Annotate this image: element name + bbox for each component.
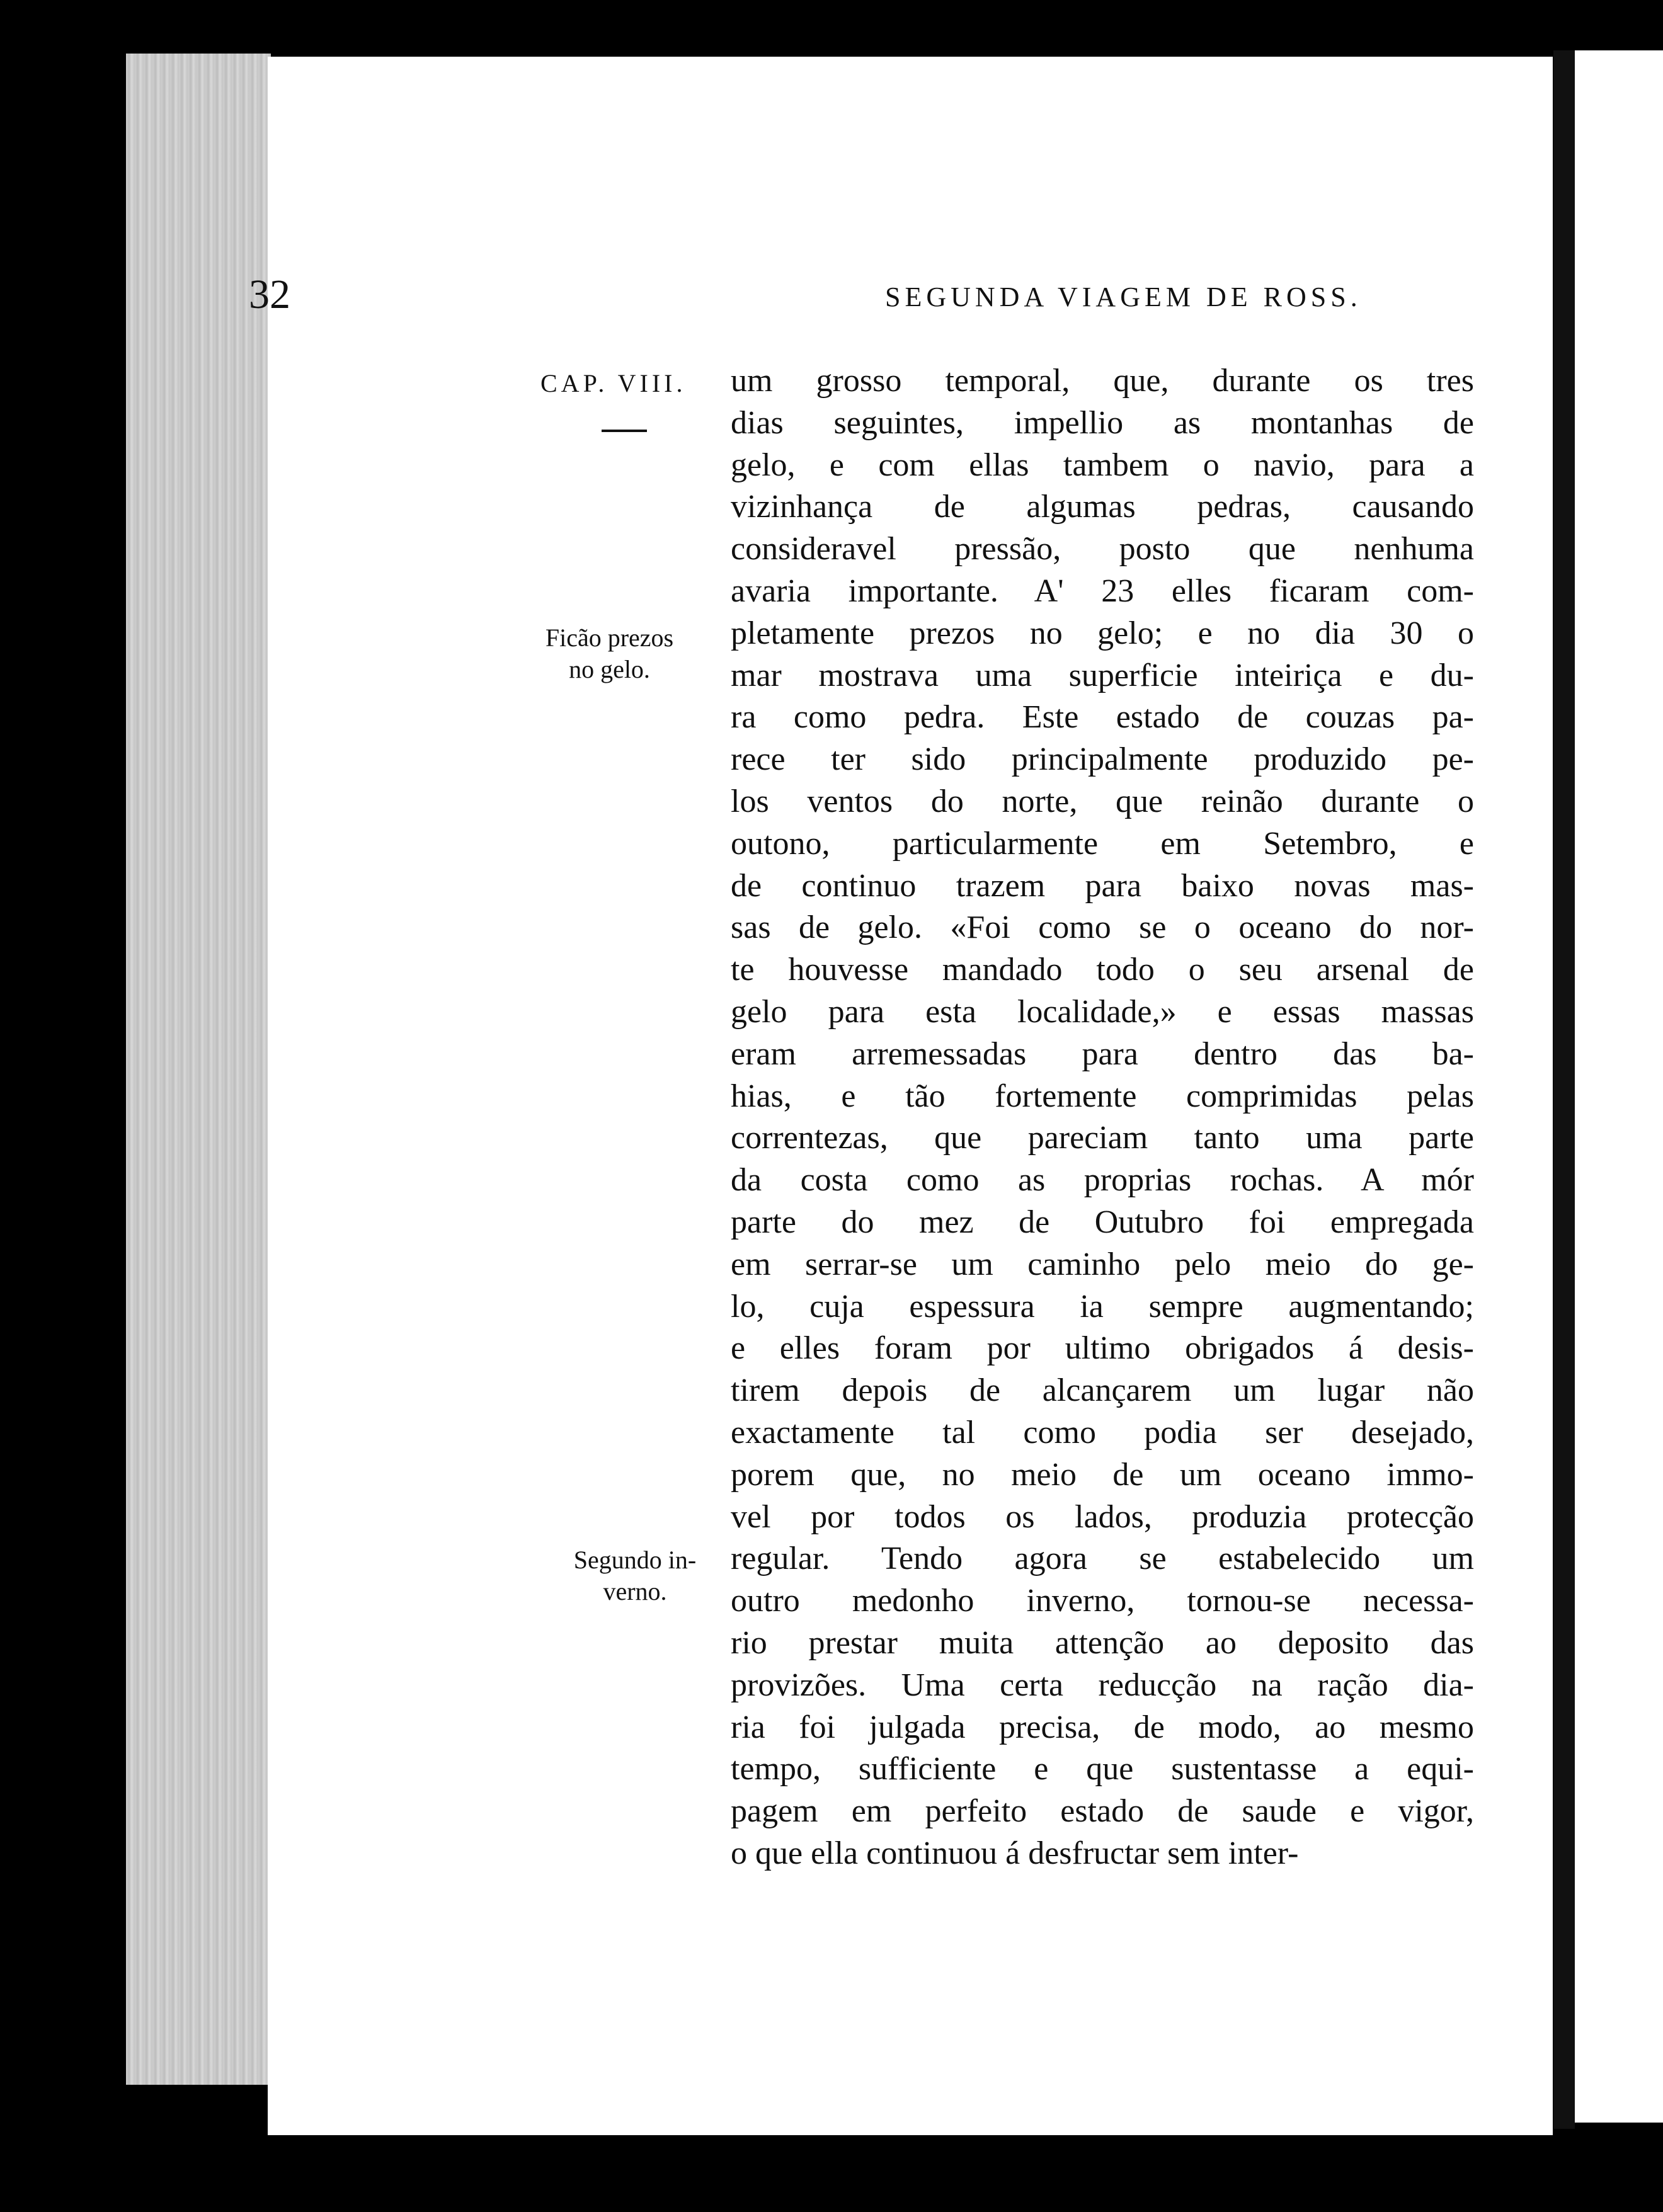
text-line: em serrar-se um caminho pelo meio do ge- [731,1246,1474,1282]
side-note-prezos [532,622,687,685]
text-line: outro medonho inverno, tornou-se necessa- [731,1583,1474,1619]
text-line: avaria importante. A' 23 elles ficaram com- [731,573,1474,609]
margin-dash [602,430,647,432]
text-line: porem que, no meio de um oceano immo- [731,1456,1474,1493]
book-gutter [1553,50,1575,2129]
book-page-edges [126,54,271,2085]
side-note-line: Segundo in- [573,1546,697,1574]
text-line: parte do mez de Outubro foi empregada [731,1204,1474,1240]
text-line: sas de gelo. «Foi como se o oceano do nor- [731,909,1474,946]
margin-chapter-label: CAP. VIII. [540,369,687,397]
page-number: 32 [249,271,290,317]
text-line: gelo, e com ellas tambem o navio, para a [731,447,1474,483]
text-line: los ventos do norte, que reinão durante o [731,783,1474,819]
text-line: eram arremessadas para dentro das ba- [731,1035,1474,1072]
text-line: te houvesse mandado todo o seu arsenal de [731,952,1474,988]
text-line: um grosso temporal, que, durante os tres [731,363,1474,399]
text-line: tempo, sufficiente e que sustentasse a equi- [731,1751,1474,1787]
text-line: vizinhança de algumas pedras, causando [731,489,1474,525]
text-line: de continuo trazem para baixo novas mas- [731,867,1474,904]
text-line: e elles foram por ultimo obrigados á desis- [731,1330,1474,1367]
text-line: hias, e tão fortemente comprimidas pelas [731,1078,1474,1114]
text-line: pletamente prezos no gelo; e no dia 30 o [731,615,1474,651]
text-line: exactamente tal como podia ser desejado, [731,1414,1474,1451]
text-line: rio prestar muita attenção ao deposito das [731,1624,1474,1661]
running-header: SEGUNDA VIAGEM DE ROSS. [885,282,1362,312]
text-line: outono, particularmente em Setembro, e [731,825,1474,862]
text-line: provizões. Uma certa reducção na ração dia- [731,1667,1474,1703]
body-text [731,360,1474,1875]
text-line: mar mostrava uma superficie inteiriça e du- [731,657,1474,693]
text-line: tirem depois de alcançarem um lugar não [731,1372,1474,1409]
side-note-line: no gelo. [569,655,650,683]
text-line: o que ella continuou á desfructar sem inter- [731,1835,1299,1871]
side-note-inverno [547,1544,723,1607]
text-line: ria foi julgada precisa, de modo, ao mesmo [731,1709,1474,1745]
text-line: dias seguintes, impellio as montanhas de [731,404,1474,441]
text-line: vel por todos os lados, produzia protecção [731,1498,1474,1535]
text-line: gelo para esta localidade,» e essas massas [731,993,1474,1030]
text-line: lo, cuja espessura ia sempre augmentando; [731,1288,1474,1325]
side-note-line: verno. [603,1577,667,1605]
text-line: regular. Tendo agora se estabelecido um [731,1541,1474,1577]
text-line: ra como pedra. Este estado de couzas pa- [731,699,1474,736]
text-line: pagem em perfeito estado de saude e vigor, [731,1793,1474,1830]
adjacent-page [1575,50,1663,2123]
text-line: correntezas, que pareciam tanto uma parte [731,1120,1474,1156]
text-line: da costa como as proprias rochas. A mór [731,1162,1474,1199]
side-note-line: Ficão prezos [545,624,674,652]
text-line: rece ter sido principalmente produzido pe- [731,741,1474,778]
text-line: consideravel pressão, posto que nenhuma [731,531,1474,567]
